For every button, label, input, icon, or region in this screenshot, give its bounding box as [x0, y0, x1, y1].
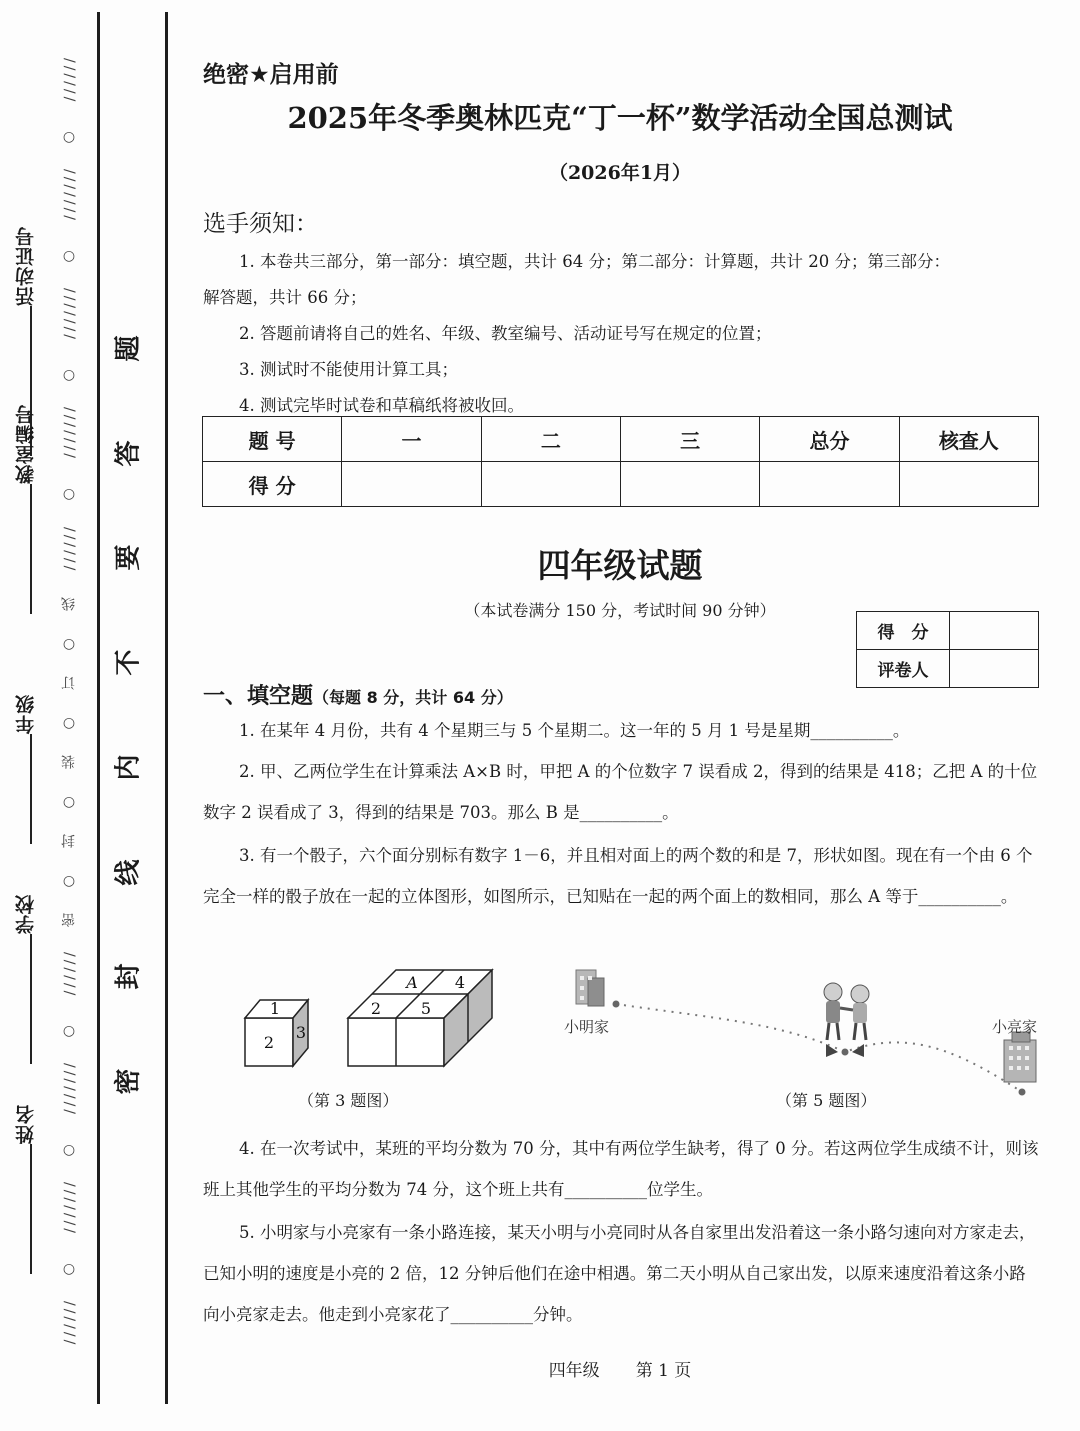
field-label: 学校 [15, 894, 37, 934]
field-label: 年级 [15, 694, 37, 734]
binding-line-right [165, 12, 168, 1404]
field-grade [4, 694, 48, 844]
score-header-cell: 题 号 [203, 417, 342, 462]
question-text: 2. 甲、乙两位学生在计算乘法 A×B 时，甲把 A 的个位数字 7 误看成 2，得到的结果是 418；乙把 A 的十位数字 2 误看成了 3，得到的结果是 703。那么 B 是__________。 [203, 762, 1038, 822]
score-cell-2[interactable] [481, 462, 620, 507]
block-label-a: A [406, 973, 418, 992]
field-label: 姓名 [15, 1104, 37, 1144]
score-header-cell: 一 [342, 417, 481, 462]
notice-item: 3. 测试时不能使用计算工具； [239, 360, 458, 379]
question-text: 5. 小明家与小亮家有一条小路连接，某天小明与小亮同时从各自家里出发沿着这一条小路匀速向对方家走去，已知小明的速度是小亮的 2 倍，12 分钟后他们在途中相遇。第二天小明从自己家出发，以原来速度沿着这条小路向小亮家走去。他走到小亮家花了__________分钟。 [203, 1223, 1036, 1324]
block-number: 5 [420, 999, 432, 1018]
block-number: 2 [370, 999, 382, 1018]
seal-char: 密 [113, 1068, 144, 1095]
score-table [202, 416, 1039, 507]
notice-item: 解答题，共计 66 分； [203, 288, 367, 307]
score-table-header-row [203, 417, 1039, 462]
full-score-note: （本试卷满分 150 分，考试时间 90 分钟） [464, 601, 776, 620]
seal-char: 内 [113, 754, 144, 781]
binding-word: 订 [61, 676, 77, 691]
page-title: 2025年冬季奥林匹克“丁一杯”数学活动全国总测试 [287, 101, 953, 135]
binding-word: 密 [61, 913, 77, 928]
binding-line-left [97, 12, 100, 1404]
grader-label: 评卷人 [857, 650, 950, 688]
notice-heading: 选手须知： [203, 211, 318, 237]
question-4 [203, 1128, 1039, 1210]
seal-char: 题 [113, 335, 144, 362]
seal-char: 封 [113, 963, 144, 990]
field-classroom-id [4, 404, 48, 614]
section-title-note: （每题 8 分，共计 64 分） [313, 688, 513, 707]
binding-word: 装 [61, 755, 77, 770]
figure-5-caption: （第 5 题图） [776, 1091, 877, 1110]
section-score-label: 得 分 [857, 612, 950, 650]
score-table-row [203, 462, 1039, 507]
figure-3-caption: （第 3 题图） [298, 1091, 399, 1110]
seal-char: 答 [113, 440, 144, 467]
score-cell-checker[interactable] [899, 462, 1038, 507]
question-2 [203, 751, 1039, 833]
field-blank[interactable] [30, 734, 32, 844]
question-3 [203, 835, 1039, 917]
score-header-cell: 总分 [760, 417, 899, 462]
section-score-box [856, 611, 1039, 688]
notice-item: 2. 答题前请将自己的姓名、年级、教室编号、活动证号写在规定的位置； [239, 324, 772, 343]
binding-word: 封 [61, 834, 77, 849]
grade-title: 四年级试题 [537, 546, 703, 585]
field-blank[interactable] [30, 1144, 32, 1274]
score-cell-total[interactable] [760, 462, 899, 507]
question-text: 3. 有一个骰子，六个面分别标有数字 1－6，并且相对面上的两个数的和是 7，形状如图。现在有一个由 6 个完全一样的骰子放在一起的立体图形，如图所示，已知贴在一起的两个面上的数相同，那么 A 等于__________。 [203, 846, 1033, 906]
seal-char: 线 [113, 859, 144, 886]
field-label: 教室编号 [15, 404, 37, 484]
die-right-number: 3 [295, 1023, 307, 1042]
xiaoming-house-icon [576, 970, 604, 1006]
section-title [203, 679, 513, 710]
question-text: 1. 在某年 4 月份，共有 4 个星期三与 5 个星期二。这一年的 5 月 1 号是星期__________。 [239, 721, 910, 740]
exam-date: （2026年1月） [548, 162, 692, 184]
field-blank[interactable] [30, 934, 32, 1064]
score-cell-1[interactable] [342, 462, 481, 507]
question-5 [203, 1212, 1039, 1335]
block-number: 4 [454, 973, 466, 992]
die-top-number: 1 [269, 999, 281, 1018]
notice-item: 1. 本卷共三部分，第一部分：填空题，共计 64 分；第二部分：计算题，共计 20 分；第三部分： [239, 252, 950, 271]
xiaoliang-house-icon [1004, 1032, 1036, 1082]
page-footer [200, 1356, 1040, 1381]
seal-warning-strip [106, 330, 146, 1100]
grader-cell[interactable] [950, 650, 1039, 688]
question-1 [203, 710, 1039, 751]
section-title-text: 一、填空题 [203, 684, 314, 709]
footer-grade: 四年级 [548, 1361, 600, 1381]
score-header-cell: 二 [481, 417, 620, 462]
field-blank[interactable] [30, 484, 32, 614]
score-row-label: 得 分 [203, 462, 342, 507]
confidential-mark: 绝密★启用前 [203, 62, 339, 88]
section-score-cell[interactable] [950, 612, 1039, 650]
notice-item: 4. 测试完毕时试卷和草稿纸将被收回。 [239, 396, 524, 415]
field-label: 活动证号 [15, 226, 37, 306]
score-header-cell: 核查人 [899, 417, 1038, 462]
notice-list [203, 244, 1038, 424]
xiaoliang-house-label: 小亮家 [992, 1018, 1038, 1036]
figure-3-dice [230, 960, 510, 1075]
children-meeting-icon [824, 983, 869, 1040]
footer-page-number: 第 1 页 [635, 1361, 692, 1381]
binding-word: 线 [61, 597, 77, 612]
score-cell-3[interactable] [620, 462, 759, 507]
seal-char: 不 [113, 649, 144, 676]
field-name [4, 1104, 48, 1274]
seal-char: 要 [113, 544, 144, 571]
die-front-number: 2 [263, 1033, 275, 1052]
score-header-cell: 三 [620, 417, 759, 462]
field-school [4, 894, 48, 1064]
xiaoming-house-label: 小明家 [564, 1018, 610, 1036]
binding-dash-strip: ////// ○ /////// ○ /////// ○ /////// ○ ////// 线 ○ 订 ○ 装 ○ 封 ○ 密 ////// ○ /////// ○ /////// ○ ////// [61, 58, 77, 1348]
question-text: 4. 在一次考试中，某班的平均分数为 70 分，其中有两位学生缺考，得了 0 分。若这两位学生成绩不计，则该班上其他学生的平均分数为 74 分，这个班上共有__________位学生。 [203, 1139, 1039, 1199]
